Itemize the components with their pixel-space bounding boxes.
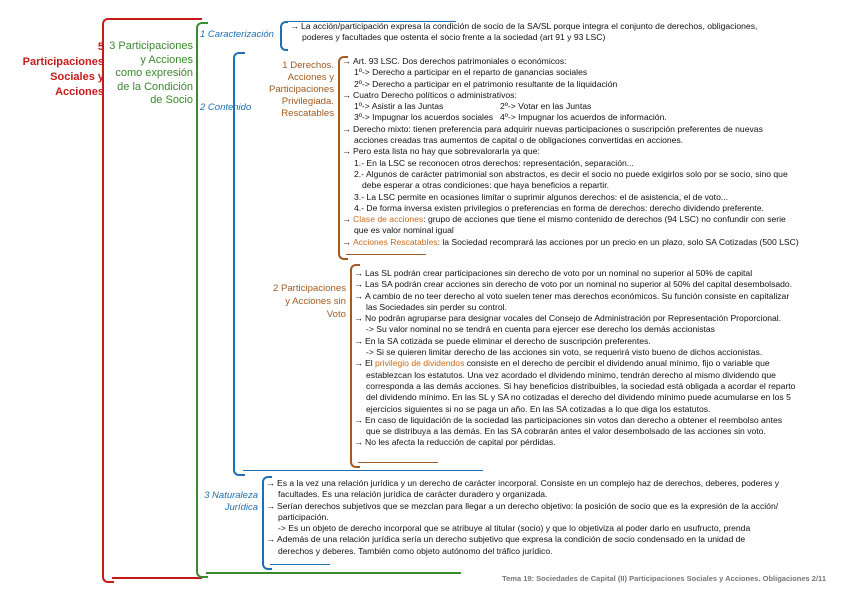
sub-line-2: y Acciones: [140, 53, 193, 66]
s21-d2: 1.- En la LSC se reconocen otros derechos: representación, separación...: [354, 157, 634, 168]
s3-a2: facultades. Es una relación jurídica de carácter duradero y organizada.: [278, 489, 548, 500]
arrow-icon: →: [266, 478, 275, 488]
title-number: 5: [97, 41, 104, 53]
arrow-icon: →: [354, 414, 363, 425]
sub-title: [105, 40, 193, 108]
s3-title: [196, 490, 258, 514]
s22-d2: -> Su valor nominal no se tendrá en cuenta para ejercer ese derecho los demás accionistas: [366, 324, 715, 335]
s22-f1-pre: El: [365, 358, 376, 369]
s21-e1: : grupo de acciones que tiene el mismo contenido de derechos (94 LSC) no confundir con serie: [423, 214, 786, 225]
arrow-icon: →: [342, 123, 351, 134]
s22-line-3: Voto: [326, 309, 346, 320]
s1-line-2: poderes y facultades que ostenta el socio frente a la sociedad (art 91 y 93 LSC): [302, 32, 606, 43]
arrow-icon: →: [342, 89, 351, 100]
s22-f3: corresponda a las demás acciones. Si hay beneficios distribuibles, la sociedad está obligada a acordar el reparto: [366, 380, 796, 391]
sub-line-3: como expresión: [115, 67, 193, 79]
s22-d1: No podrán agruparse para designar vocales del Consejo de Administración por Representación Proporcional.: [365, 313, 782, 324]
s22-f4: del dividendo mínimo. En las SL y SA no cotizadas el derecho del dividendo mínimo puede acumularse en los 5: [366, 392, 791, 403]
s22-line-1: 2 Participaciones: [272, 283, 346, 294]
s22-list: [354, 268, 795, 449]
main-title: [6, 40, 104, 100]
arrow-icon: →: [354, 279, 363, 290]
s21-a1: Art. 93 LSC. Dos derechos patrimoniales o económicos:: [353, 56, 567, 66]
s21-d4: debe esperar a otras condiciones: que haya beneficios a repartir.: [362, 180, 609, 191]
s21-d5: 3.- La LSC permite en ocasiones limitar o suprimir algunos derechos: el de asistencia, el de voto...: [354, 191, 729, 202]
s2-bracket: [233, 52, 245, 476]
arrow-icon: →: [354, 290, 363, 301]
s3-c2: derechos y deberes. También como objeto autónomo del tráfico jurídico.: [278, 545, 553, 556]
s3-a1: Es a la vez una relación jurídica y un derecho de carácter incorporal. Consiste en un complejo haz de derechos, deberes, poderes y: [277, 478, 780, 488]
sub-line-5: de Socio: [150, 94, 193, 106]
arrow-icon: →: [290, 21, 299, 31]
s21-c2: acciones creadas tras aumentos de capital o de obligaciones convertidas en acciones.: [354, 135, 684, 146]
s21-f1-key: Acciones Rescatables: [353, 236, 438, 247]
s22-h: No les afecta la reducción de capital por pérdidas.: [365, 437, 556, 448]
s21-b3b: 4º-> Impugnar los acuerdos de información.: [500, 112, 667, 123]
arrow-icon: →: [266, 500, 275, 511]
s3-bottom-line: [270, 564, 330, 565]
s22-b: Las SA podrán crear acciones sin derecho de voto por un nominal no superior al 50% del capital desembolsado.: [365, 279, 793, 290]
s22-g2: que se distribuya a las demás. En las SA cobrarán antes el valor desembolsado de las acciones sin voto.: [366, 426, 766, 437]
s22-e2: -> Si se quieren limitar derecho de las acciones sin voto, se requerirá visto bueno de dichos accionistas.: [366, 347, 763, 358]
s2-label: 2 Contenido: [200, 102, 252, 113]
s22-e1: En la SA cotizada se puede eliminar el derecho de suscripción preferentes.: [365, 335, 651, 346]
s21-b2b: 2º-> Votar en las Juntas: [500, 101, 592, 112]
footer: Tema 19: Sociedades de Capital (II) Participaciones Sociales y Acciones. Obligaciones 2/11: [502, 574, 826, 583]
s1-text: [290, 21, 757, 44]
s22-c2: las Sociedades sin perder su control.: [366, 301, 507, 312]
s21-line-5: Rescatables: [281, 108, 334, 119]
s3-list: [266, 478, 779, 557]
sub-line-4: de la Condición: [117, 80, 193, 93]
arrow-icon: →: [342, 56, 351, 66]
s22-f1-key: privilegio de dividendos: [375, 358, 465, 369]
sub-line-1: 3 Participaciones: [109, 40, 193, 52]
s1-label: 1 Caracterización: [200, 29, 274, 40]
s1-bracket: [280, 21, 288, 51]
s21-b2a: 1º-> Asistir a las Juntas: [354, 101, 444, 112]
s3-b3: -> Es un objeto de derecho incorporal que se atribuye al titular (socio) y que lo objetiviza al poder darlo en usufructo, prenda: [278, 523, 751, 534]
s21-f1: : la Sociedad recomprará las acciones por un precio en un plazo, solo SA Cotizadas (500 LSC): [437, 236, 799, 247]
s3-line-1: 3 Naturaleza: [204, 490, 258, 501]
s21-d3: 2.- Algunos de carácter patrimonial son abstractos, es decir el socio no puede exigirlos solo por se socio, sino que: [354, 168, 788, 179]
main-top-line: [112, 18, 202, 20]
s21-e1-key: Clase de acciones: [353, 214, 424, 225]
s22-f1: consiste en el derecho de percibir el dividendo anual mínimo, fijo o variable que: [464, 358, 770, 369]
arrow-icon: →: [354, 358, 363, 369]
s22-bottom-line: [358, 462, 438, 463]
s1-line-1: La acción/participación expresa la condición de socio de la SA/SL porque integra el conjunto de derechos, obligaciones,: [301, 21, 758, 31]
arrow-icon: →: [342, 236, 351, 247]
s21-line-1: 1 Derechos.: [282, 60, 334, 71]
s22-a: Las SL podrán crear participaciones sin derecho de voto por un nominal no superior al 50% de capital: [365, 268, 753, 278]
s21-line-2: Acciones y: [287, 72, 334, 83]
s21-d1: Pero esta lista no hay que sobrevalorarla ya que:: [353, 146, 540, 157]
s21-e2: que es valor nominal igual: [354, 225, 454, 236]
s2-bottom-line: [243, 470, 483, 471]
s21-b3a: 3º-> Impugnar los acuerdos sociales: [354, 112, 494, 123]
s22-line-2: y Acciones sin: [285, 296, 346, 307]
arrow-icon: →: [342, 146, 351, 157]
s22-f5: ejercicios siguientes si no se paga un año. En las SA cotizadas a lo que diga los estatutos.: [366, 403, 711, 414]
s3-b2: participación.: [278, 511, 329, 522]
s21-a2: 1º-> Derecho a participar en el reparto de ganancias sociales: [354, 67, 588, 78]
s21-bottom-line: [346, 254, 426, 255]
sub-bottom-line: [206, 572, 461, 574]
title-line-2: Sociales y: [50, 71, 104, 83]
arrow-icon: →: [354, 313, 363, 324]
arrow-icon: →: [354, 268, 363, 278]
arrow-icon: →: [342, 214, 351, 225]
s21-list: [342, 56, 799, 248]
arrow-icon: →: [266, 534, 275, 545]
s22-g1: En caso de liquidación de la sociedad las participaciones sin votos dan derecho a obtener el reembolso antes: [365, 414, 783, 425]
s21-line-4: Privilegiada.: [281, 96, 334, 107]
s22-c1: A cambio de no teer derecho al voto suelen tener mas derechos económicos. Su función consiste en capitalizar: [365, 290, 790, 301]
s3-c1: Además de una relación jurídica sería un derecho subjetivo que expresa la condición de socio condensado en la unidad de: [277, 534, 746, 545]
s21-d6: 4.- De forma inversa existen privilegios o preferencias en forma de derechos: derecho dividendo preferente.: [354, 202, 764, 213]
s21-line-3: Participaciones: [268, 84, 334, 95]
s22-title: [262, 282, 346, 321]
s21-b1: Cuatro Derecho políticos o administrativos:: [353, 89, 517, 100]
s21-title: [262, 60, 334, 120]
s21-a3: 2º-> Derecho a participar en el patrimonio resultante de la liquidación: [354, 78, 618, 89]
s22-f2: establezcan los estatutos. Una vez acordado el dividendo mínimo, tendrán derecho al mismo dividendo que: [366, 369, 776, 380]
s3-b1: Serían derechos subjetivos que se mezclan para llegar a un derecho objetivo: la posición de socio que es la expresión de la acción/: [277, 500, 779, 511]
arrow-icon: →: [354, 335, 363, 346]
title-line-1: Participaciones: [22, 56, 104, 68]
main-bottom-line: [112, 577, 202, 579]
arrow-icon: →: [354, 437, 363, 448]
title-line-3: Acciones: [55, 86, 104, 98]
s21-c1: Derecho mixto: tienen preferencia para adquirir nuevas participaciones o suscripción preferentes de nuevas: [353, 123, 763, 134]
s3-line-2: Jurídica: [224, 502, 258, 513]
